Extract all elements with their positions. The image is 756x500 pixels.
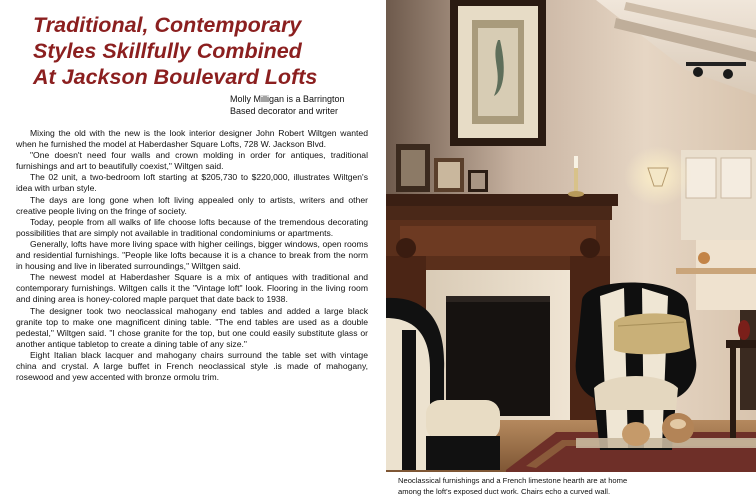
article-paragraph: The newest model at Haberdasher Square is a mix of antiques with traditional and contemporary furnishings. Wiltgen calls it the "Vintage loft" look. Flooring in the living room and dining area is honey-colored maple parquet that date back to 1938. [16, 272, 368, 305]
candlestick-icon [574, 168, 578, 194]
interior-photo [386, 0, 756, 472]
article-paragraph: Today, people from all walks of life choose lofts because of the tremendous decorating possibilities that are simply not available in traditional condominiums or apartments. [16, 216, 368, 238]
byline-line-2: Based decorator and writer [230, 105, 339, 116]
article-paragraph: Generally, lofts have more living space with higher ceilings, bigger windows, open rooms and residential furnishings. "People like lofts because it is a chance to break from the norm in housing and live in liberated surroundings," Wiltgen said. [16, 238, 368, 272]
article-paragraph: "One doesn't need four walls and crown molding in order for antiques, traditional furnishings and art to beautifully coexist," Wiltgen said. [16, 150, 368, 172]
headline-line-1: Traditional, Contemporary [33, 13, 302, 37]
article-headline [33, 12, 373, 90]
photo-caption [398, 476, 750, 497]
decorative-gourd-icon [622, 422, 650, 446]
mantel-shelf [386, 194, 618, 206]
side-table [726, 340, 756, 348]
article-paragraph: The 02 unit, a two-bedroom loft starting at $205,730 to $220,000, illustrates Wiltgen's idea with urban style. [16, 172, 368, 194]
article-paragraph: The designer took two neoclassical mahogany end tables and added a large black granite top to make one magnificent dining table. "The end tables are used as a double pedestal," Wiltgen said. "I chose granite for the top, but one could easily substitute glass or another antique tabletop to create a dining table of any size." [16, 305, 368, 349]
article-paragraph: Mixing the old with the new is the look interior designer John Robert Wiltgen wanted when he furnished the model at Haberdasher Square Lofts, 728 W. Jackson Blvd. [16, 128, 368, 150]
gold-pillow [614, 313, 690, 354]
headline-line-2: Styles Skillfully Combined [33, 39, 302, 63]
article-paragraph: The days are long gone when loft living appealed only to artists, writers and other creative people living on the fringe of society. [16, 194, 368, 216]
author-byline [230, 94, 380, 117]
article-body [16, 128, 368, 383]
article-paragraph: Eight Italian black lacquer and mahogany chairs surround the table set with vintage china and crystal. A large buffet in French neoclassical style .is made of mahogany, rosewood and yew accented with bronze ormolu trim. [16, 349, 368, 383]
byline-line-1: Molly Milligan is a Barrington [230, 94, 345, 104]
coffee-table [576, 438, 756, 448]
headline-line-3: At Jackson Boulevard Lofts [33, 65, 318, 89]
track-light-icon [686, 62, 746, 66]
firebox [446, 296, 550, 416]
caption-line-1: Neoclassical furnishings and a French limestone hearth are at home [398, 476, 628, 485]
caption-line-2: among the loft's exposed duct work. Chairs echo a curved wall. [398, 486, 611, 496]
